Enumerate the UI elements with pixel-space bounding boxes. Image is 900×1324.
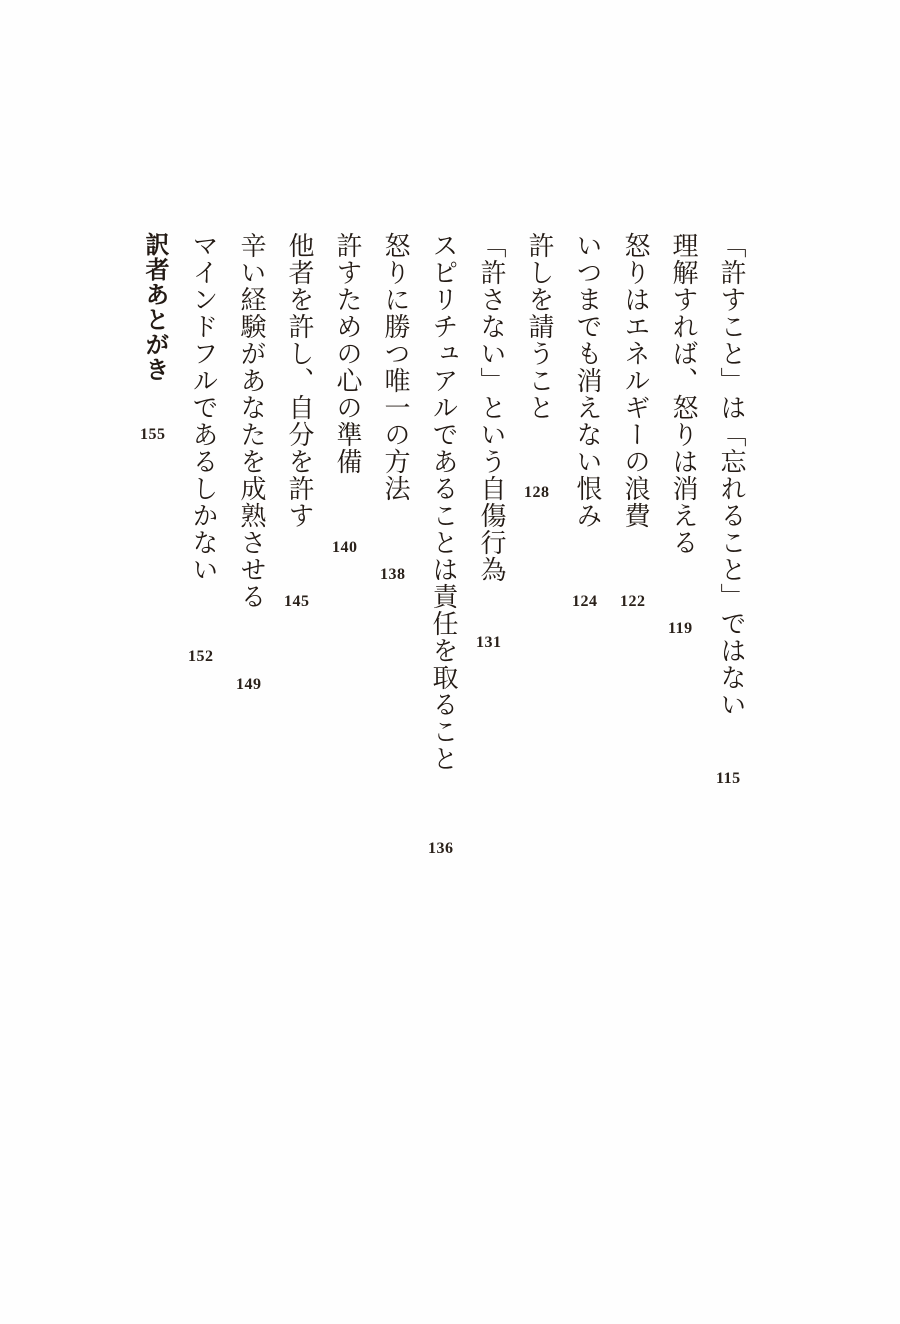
toc-entry-title: 許すための心の準備 [332,232,362,475]
toc-entry [280,232,318,529]
toc-entry-page: 149 [236,676,262,693]
toc-entry-page: 155 [140,426,166,443]
toc-entry-title: 訳者あとがき [141,232,169,382]
toc-entry-title: マインドフルであるしかない [188,232,218,583]
toc-entry-page: 128 [524,484,550,501]
toc-entry [328,232,366,475]
toc-entry-title: 怒りはエネルギーの浪費 [620,232,650,529]
toc-entry-title: 怒りに勝つ唯一の方法 [380,232,410,502]
toc-entry-page: 152 [188,648,214,665]
toc-entry [568,232,606,529]
toc-entry [472,232,510,583]
toc-entry-title: 他者を許し、自分を許す [284,232,314,529]
toc-entry [616,232,654,529]
toc-entry [136,232,174,382]
toc-entry-page: 119 [668,620,693,637]
toc-entry [376,232,414,502]
toc-entry-title: 辛い経験があなたを成熟させる [236,232,266,610]
toc-entry-page: 124 [572,593,598,610]
toc-entry-page: 131 [476,634,502,651]
toc-entry [184,232,222,583]
toc-entry [712,232,750,718]
toc-entry [520,232,558,421]
toc-entry-page: 138 [380,566,406,583]
toc-entry-title: いつまでも消えない恨み [572,232,602,529]
toc-entry [232,232,270,610]
toc-entry-title: 理解すれば、怒りは消える [668,232,698,556]
toc-entry-title: 「許さない」という自傷行為 [476,232,506,583]
toc-entry-page: 115 [716,770,741,787]
toc-entry-page: 140 [332,539,358,556]
toc-entry-page: 122 [620,593,646,610]
toc-entry-title: 許しを請うこと [524,232,554,421]
toc-entry-page: 136 [428,840,454,857]
toc-entry [664,232,702,556]
toc-entry-page: 145 [284,593,310,610]
toc-entry-title: 「許すこと」は「忘れること」ではない [716,232,746,718]
toc-entry [424,232,462,772]
toc-entry-title: スピリチュアルであることは責任を取ること [428,232,458,772]
